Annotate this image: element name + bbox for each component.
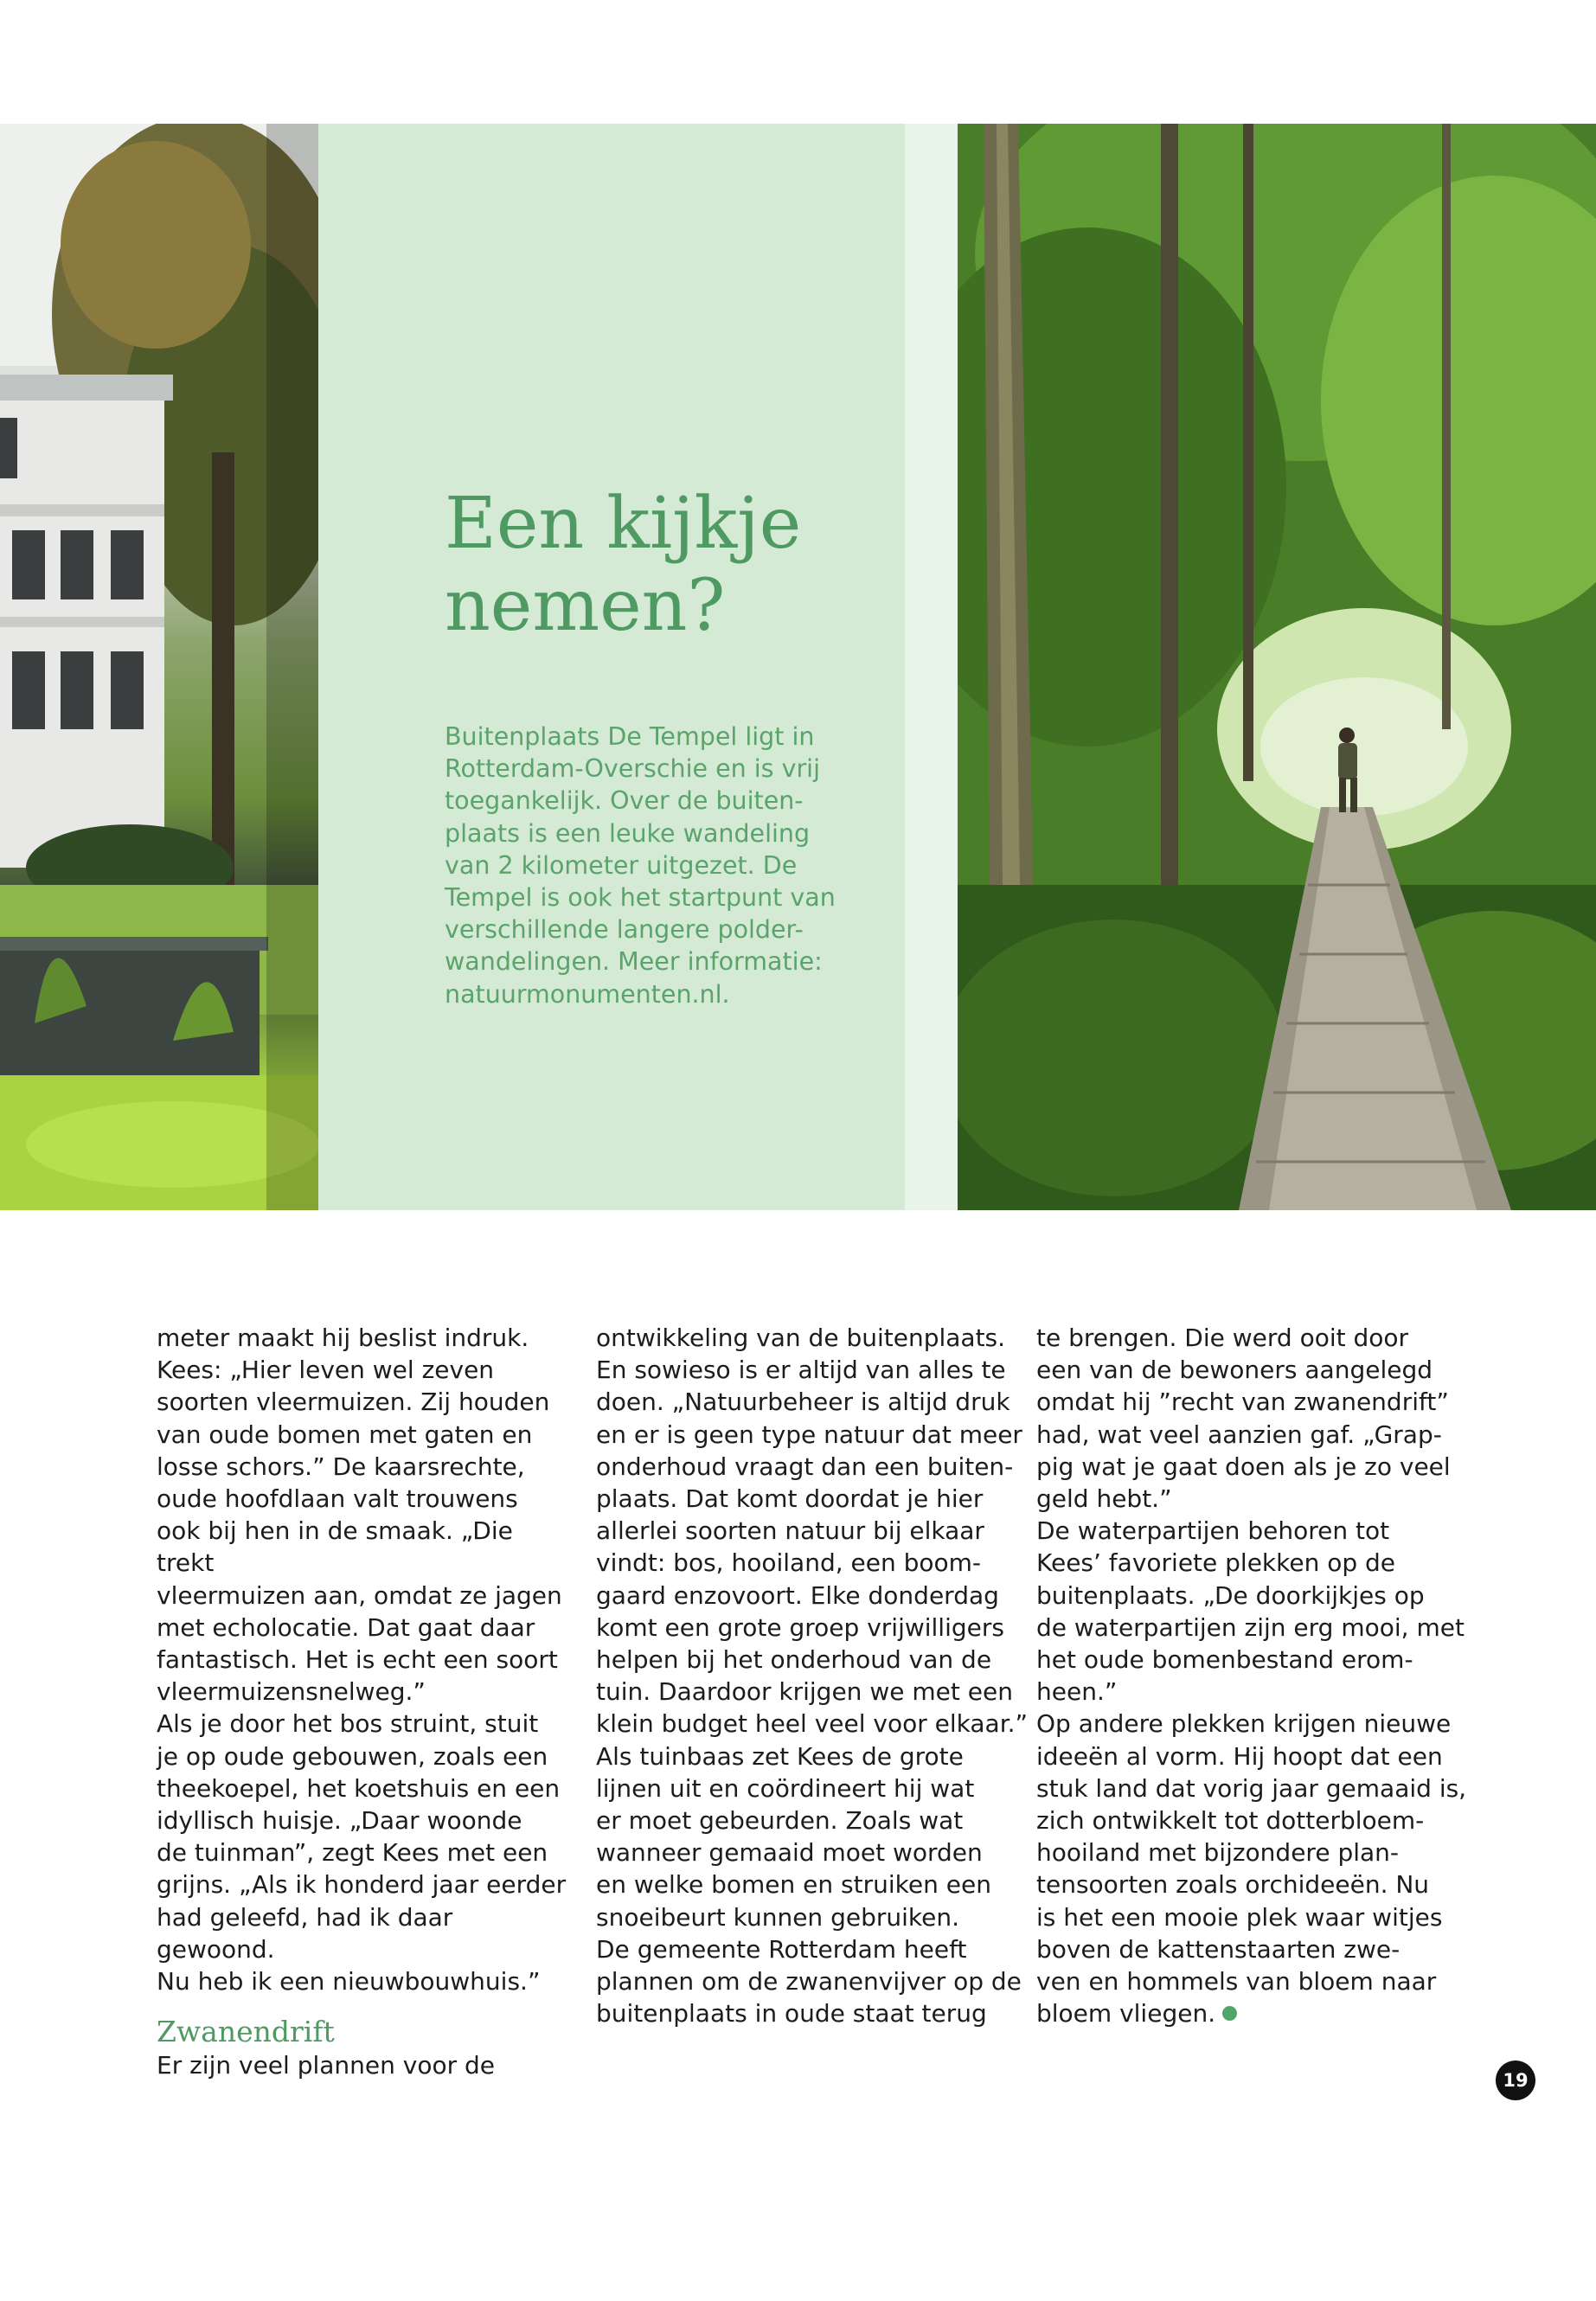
photo-band: [0, 124, 1596, 1210]
column-3-body: te brengen. Die werd ooit door een van de bewoners aangelegd omdat hij ”recht van zwanendrift” had, wat veel aanzien gaf. „Grap- pig wat je gaat doen als je zo veel geld hebt.” De waterpartijen behoren tot Kees’ favoriete plekken op de buitenplaats. „De doorkijkjes op de waterpartijen zijn erg mooi, met het oude bomenbestand erom- heen.” Op andere plekken krijgen nieuwe ideeën al vorm. Hij hoopt dat een stuk land dat vorig jaar gemaaid is, zich ontwikkelt tot dotterbloem- hooiland met bijzondere plan- tensoorten zoals orchideeën. Nu is het een mooie plek waar witjes boven de kattenstaarten zwe- ven en hommels van bloem naar bloem vliegen.: [1036, 1324, 1467, 2029]
column-1-body: meter maakt hij beslist indruk. Kees: „Hier leven wel zeven soorten vleermuizen. Zij houden van oude bomen met gaten en losse schors.” De kaarsrechte, oude hoofdlaan valt trouwens ook bij hen in de smaak. „Die trekt vleermuizen aan, omdat ze jagen met echolocatie. Dat gaat daar fantastisch. Het is echt een soort vleermuizensnelweg.” Als je door het bos struint, stuit je op oude gebouwen, zoals een theekoepel, het koetshuis en een idyllisch huisje. „Daar woonde de tuinman”, zegt Kees met een grijns. „Als ik honderd jaar eerder had geleefd, had ik daar gewoond. Nu heb ik een nieuwbouwhuis.”: [157, 1324, 567, 1997]
estate-house-photo: [0, 124, 318, 1210]
column-2-body: ontwikkeling van de buitenplaats. En sowieso is er altijd van alles te doen. „Natuurbeheer is altijd druk en er is geen type natuur dat meer onderhoud vraagt dan een buiten- plaats. Dat komt doordat je hier allerlei soorten natuur bij elkaar vindt: bos, hooiland, een boom- gaard enzovoort. Elke donderdag komt een grote groep vrijwilligers helpen bij het onderhoud van de tuin. Daardoor krijgen we met een klein budget heel veel voor elkaar.” Als tuinbaas zet Kees de grote lijnen uit en coördineert hij wat er moet gebeurden. Zoals wat wanneer gemaaid moet worden en welke bomen en struiken een snoeibeurt kunnen gebruiken. De gemeente Rotterdam heeft plannen om de zwanenvijver op de buitenplaats in oude staat terug: [596, 1324, 1029, 2029]
page-number-label: 19: [1503, 2070, 1529, 2091]
section-subheading: Zwanendrift: [157, 2015, 335, 2049]
article-headline: Een kijkje nemen?: [445, 483, 802, 647]
forest-boardwalk-photo: [958, 124, 1596, 1210]
end-of-article-dot-icon: [1222, 2006, 1237, 2021]
green-info-panel: [318, 124, 905, 1210]
page-number-badge: [1496, 2061, 1535, 2100]
column-1-continuation: Er zijn veel plannen voor de: [157, 2051, 496, 2080]
text-column-1: [157, 1322, 572, 2081]
intro-paragraph: Buitenplaats De Tempel ligt in Rotterdam-Overschie en is vrij toegankelijk. Over de buiten- plaats is een leuke wandeling van 2 kilometer uitgezet. De Tempel is ook het startpunt van verschillende langere polder- wandelingen. Meer informatie: natuurmonumenten.nl.: [445, 722, 836, 1009]
text-column-2: [596, 1322, 1029, 2029]
light-green-strip: [905, 124, 958, 1210]
forest-boardwalk-illustration: [958, 124, 1596, 1210]
estate-house-illustration: [0, 124, 318, 1210]
text-column-3: [1036, 1322, 1469, 2029]
